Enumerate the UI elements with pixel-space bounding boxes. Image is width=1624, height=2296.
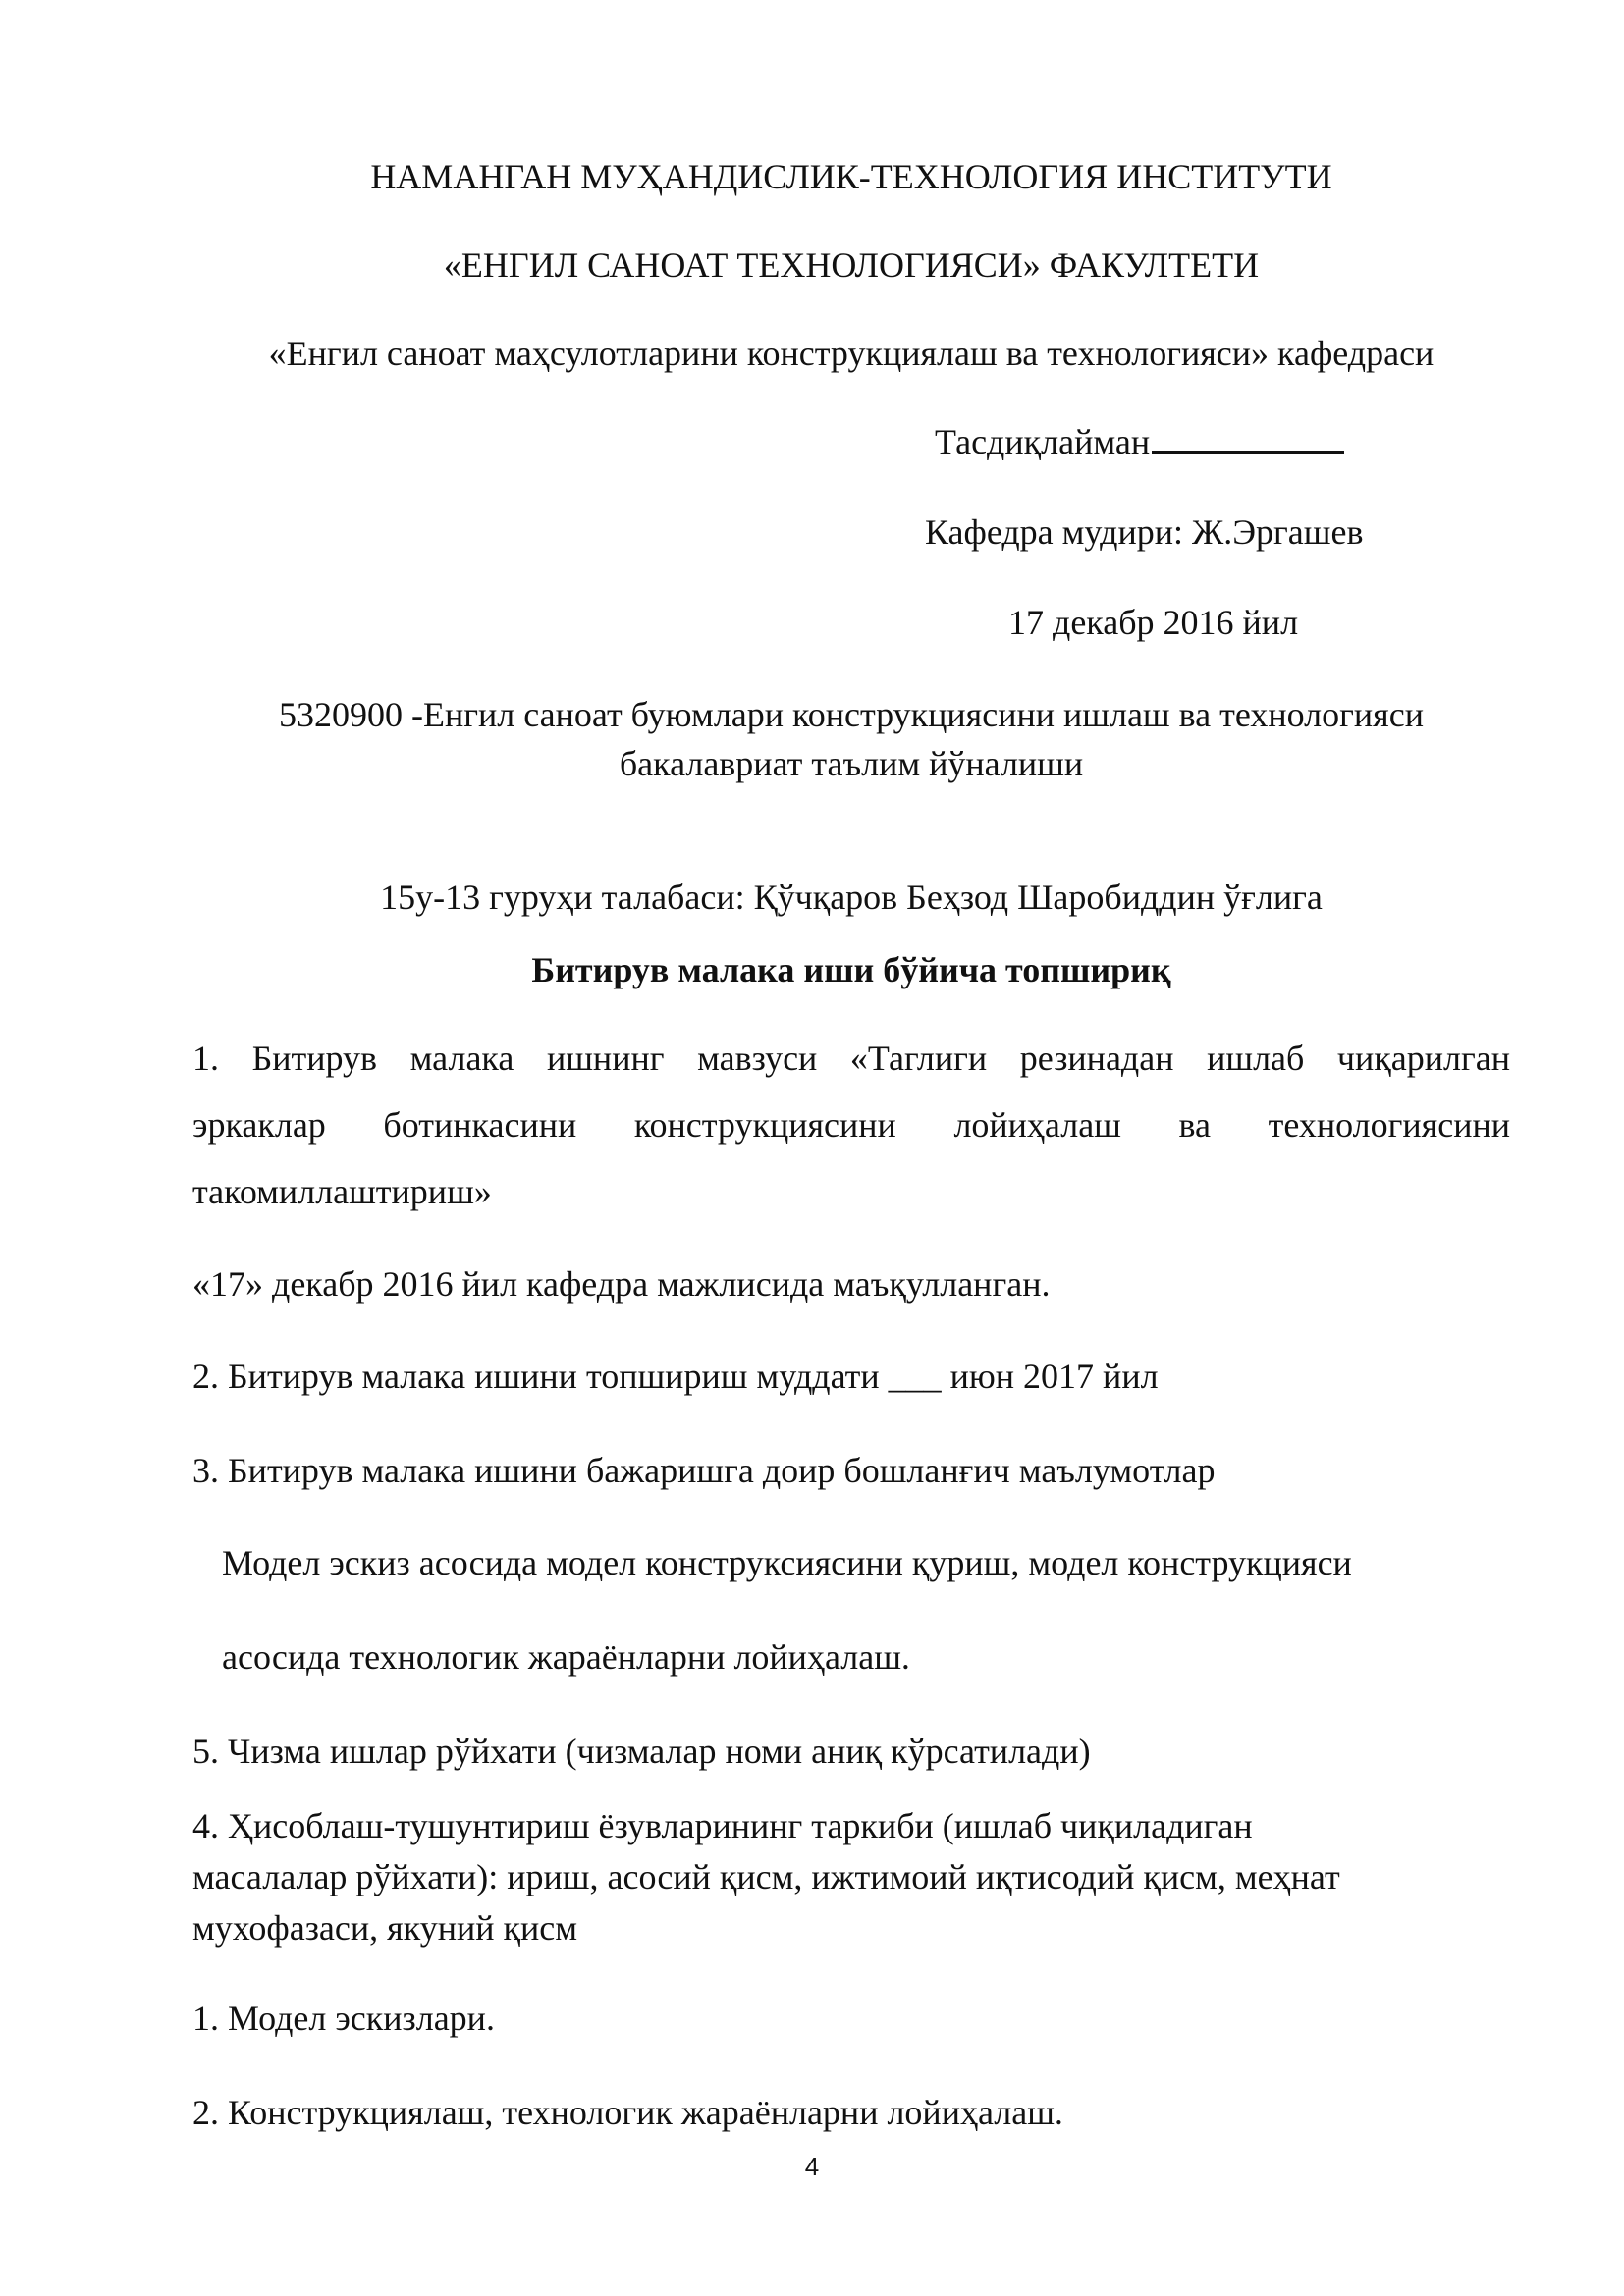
item4-line3: мухофазаси, якуний қисм [192, 1908, 578, 1948]
list-item-2: 2. Конструкциялаш, технологик жараёнларни лойиҳалаш. [192, 2093, 1063, 2132]
approved-line: «17» декабр 2016 йил кафедра мажлисида маъқулланган. [192, 1264, 1051, 1304]
item3-detail-1: Модел эскиз асосида модел конструксиясини қуриш, модел конструкцияси [222, 1543, 1352, 1582]
page-number: 4 [804, 2152, 820, 2181]
approval-date: 17 декабр 2016 йил [1008, 603, 1299, 642]
item4-line1: 4. Ҳисоблаш-тушунтириш ёзувларининг таркиби (ишлаб чиқиладиган [192, 1806, 1253, 1845]
item2: 2. Битирув малака ишини топшириш муддати ___ июн 2017 йил [192, 1357, 1159, 1396]
item3-detail-2: асосида технологик жараёнларни лойиҳалаш. [222, 1637, 910, 1677]
item3: 3. Битирув малака ишини бажаришга доир бошланғич маълумотлар [192, 1451, 1216, 1490]
program-line-2: бакалавриат таълим йўналиши [619, 744, 1084, 783]
item1-line2: эркаклар ботинкасини конструкциясини лойиҳалаш ва технологиясини [192, 1105, 1510, 1145]
program-line-1: 5320900 -Енгил саноат буюмлари конструкциясини ишлаш ва технологияси [279, 695, 1424, 734]
list-item-1: 1. Модел эскизлари. [192, 1999, 495, 2038]
head-of-department: Кафедра мудири: Ж.Эргашев [925, 512, 1364, 552]
item4-line2: масалалар рўйхати): ириш, асосий қисм, ижтимоий иқтисодий қисм, меҳнат [192, 1857, 1340, 1896]
approve-label: Тасдиқлайман [935, 422, 1151, 461]
item5: 5. Чизма ишлар рўйхати (чизмалар номи аниқ кўрсатилади) [192, 1732, 1091, 1771]
student-line: 15у-13 гуруҳи талабаси: Қўчқаров Беҳзод Шаробиддин ўғлига [380, 878, 1323, 917]
approval-block [935, 420, 1344, 463]
document-title: Битирув малака иши бўйича топшириқ [531, 950, 1171, 989]
faculty-heading: «ЕНГИЛ САНОАТ ТЕХНОЛОГИЯСИ» ФАКУЛТЕТИ [443, 245, 1260, 285]
department-heading: «Енгил саноат маҳсулотларини конструкциялаш ва технологияси» кафедраси [268, 334, 1435, 373]
item1-line3: такомиллаштириш» [192, 1172, 492, 1211]
item1-line1: 1. Битирув малака ишнинг мавзуси «Таглиги резинадан ишлаб чиқарилган [192, 1039, 1510, 1078]
institute-heading: НАМАНГАН МУҲАНДИСЛИК-ТЕХНОЛОГИЯ ИНСТИТУТИ [370, 157, 1332, 196]
signature-line [1152, 421, 1344, 454]
